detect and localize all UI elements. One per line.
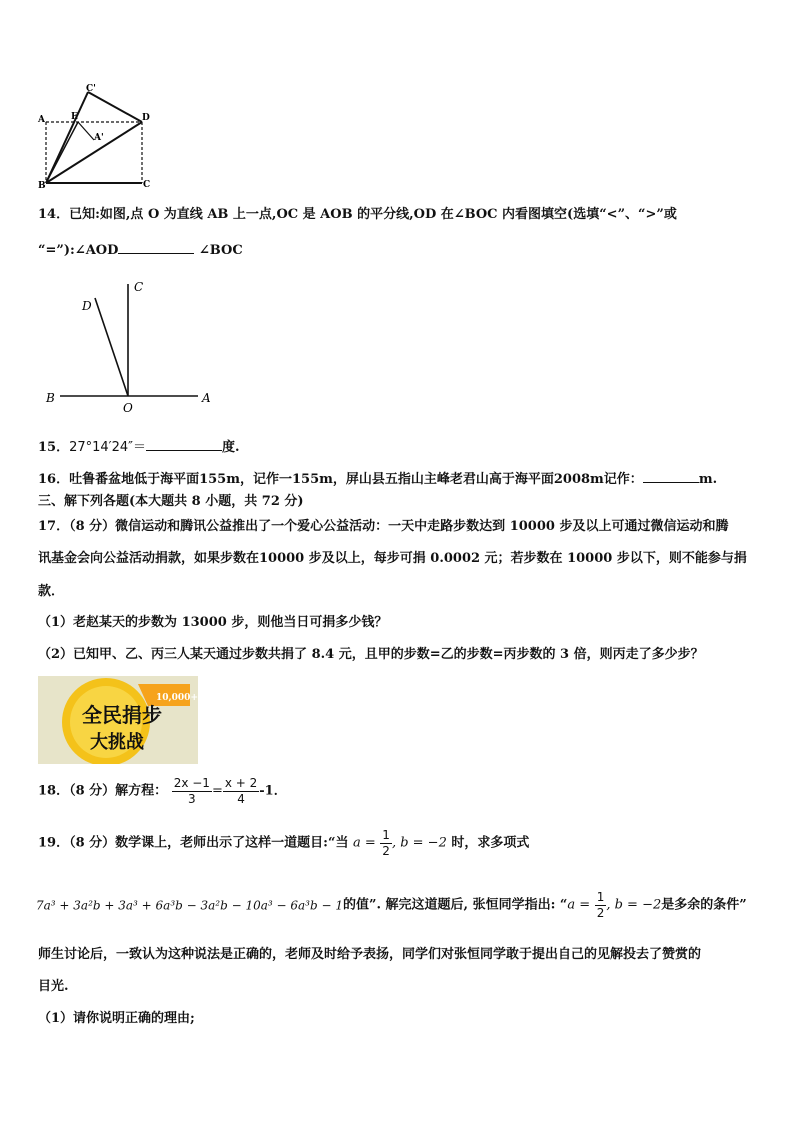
q16-line — [38, 468, 717, 489]
q14-answer-blank[interactable] — [118, 239, 194, 254]
q19-half — [380, 828, 392, 859]
q18-den1: 3 — [188, 792, 196, 806]
q15-prefix: 15． — [38, 440, 70, 455]
fig13-label-a: A — [38, 115, 45, 125]
q19-line2-suffix: 是多余的条件” — [661, 897, 747, 913]
q18-fraction-2 — [223, 776, 259, 807]
q19-b-eq: , b = −2 — [391, 835, 447, 851]
q18-prefix: 18．（8 分）解方程： — [38, 783, 168, 799]
q19-half-den-2: 2 — [596, 906, 605, 920]
q16-suffix: m. — [698, 472, 718, 487]
q18-fraction-1 — [172, 776, 212, 807]
image-title-line2: 大挑战 — [90, 732, 144, 753]
fig13-label-d: D — [142, 113, 150, 123]
q18-num1: 2x −1 — [173, 776, 210, 790]
q19-line3: 师生讨论后，一致认为这种说法是正确的，老师及时给予表扬，同学们对张恒同学敢于提出自己的见解投去了赞赏的 — [38, 947, 702, 962]
q17-sub1: （1）老赵某天的步数为 13000 步，则他当日可捐多少钱？ — [38, 615, 388, 630]
q19-a-eq-2: a = — [567, 897, 591, 913]
q19-a-eq: a = — [352, 835, 376, 851]
q17-line1: 17．（8 分）微信运动和腾讯公益推出了一个爱心公益活动：一天中走路步数达到 10000 步及以上可通过微信运动和腾 — [38, 519, 729, 534]
q14-line2-suffix: ∠BOC — [198, 243, 243, 258]
fig13-label-e: E — [71, 112, 78, 122]
q19-line2-mid: 的值”. 解完这道题后, 张恒同学指出: “ — [342, 897, 568, 913]
q18-suffix: -1． — [259, 783, 287, 799]
q18-eq: = — [211, 783, 223, 799]
q19-half-den: 2 — [382, 844, 390, 858]
q15-suffix: 度. — [222, 440, 240, 455]
fig13-label-aprime: A' — [94, 133, 104, 143]
q19-half-2 — [595, 890, 607, 921]
q15-expr: 27°14′24″＝ — [69, 440, 147, 455]
q19-line1 — [38, 828, 529, 862]
q19-half-num: 1 — [382, 828, 390, 842]
fig13-label-c: C — [143, 180, 151, 190]
q19-line2 — [36, 890, 747, 924]
q15-line — [38, 436, 240, 457]
q14-line1: 14．已知:如图,点 O 为直线 AB 上一点,OC 是 AOB 的平分线,OD 在∠BOC 内看图填空(选填“<”、“>”或 — [38, 207, 677, 222]
figure-angle-bisector — [40, 276, 220, 416]
q19-half-num-2: 1 — [596, 890, 605, 904]
section3-heading: 三、解下列各题(本大题共 8 小题，共 72 分) — [38, 494, 304, 509]
image-badge: 10,000+ — [156, 693, 198, 703]
q17-line3: 款． — [38, 584, 65, 599]
q19-b-eq-2: , b = −2 — [606, 897, 662, 913]
q16-text: 16．吐鲁番盆地低于海平面155m，记作一155m，屏山县五指山主峰老君山高于海平面2008m记作： — [38, 472, 643, 487]
q19-polynomial: 7a³ + 3a²b + 3a³ + 6a³b − 3a²b − 10a³ − 6a³b − 1 — [36, 898, 343, 913]
q17-sub2: （2）已知甲、乙、丙三人某天通过步数共捐了 8.4 元，且甲的步数=乙的步数=丙步数的 3 倍，则丙走了多少步？ — [38, 647, 704, 662]
q15-answer-blank[interactable] — [146, 436, 222, 451]
fig14-label-a: A — [202, 391, 211, 405]
fig13-label-cprime: C' — [86, 84, 96, 94]
q17-line2: 讯基金会向公益活动捐款，如果步数在10000 步及以上，每步可捐 0.0002 元；若步数在 10000 步以下，则不能参与捐 — [38, 551, 747, 566]
q19-line1-suffix: 时，求多项式 — [451, 835, 530, 851]
image-title-line1: 全民捐步 — [82, 703, 162, 727]
donation-campaign-image — [38, 676, 198, 764]
q16-answer-blank[interactable] — [643, 468, 699, 483]
figure-rectangle-fold — [30, 80, 160, 192]
q14-line2 — [38, 239, 243, 260]
q19-line1-prefix: 19．（8 分）数学课上，老师出示了这样一道题目:“当 — [38, 835, 349, 851]
q18-num2: x + 2 — [224, 776, 258, 790]
fig13-label-b: B — [38, 181, 46, 191]
fig14-label-b: B — [46, 391, 55, 405]
q14-line2-prefix: “=”):∠AOD — [38, 243, 119, 258]
q18-line — [38, 776, 287, 810]
fig14-label-o: O — [123, 401, 133, 415]
fig14-label-c: C — [134, 280, 144, 294]
q18-den2: 4 — [237, 792, 245, 806]
q19-line4: 目光. — [38, 979, 69, 994]
q19-sub1: （1）请你说明正确的理由; — [38, 1011, 195, 1026]
fig14-label-d: D — [82, 299, 92, 313]
